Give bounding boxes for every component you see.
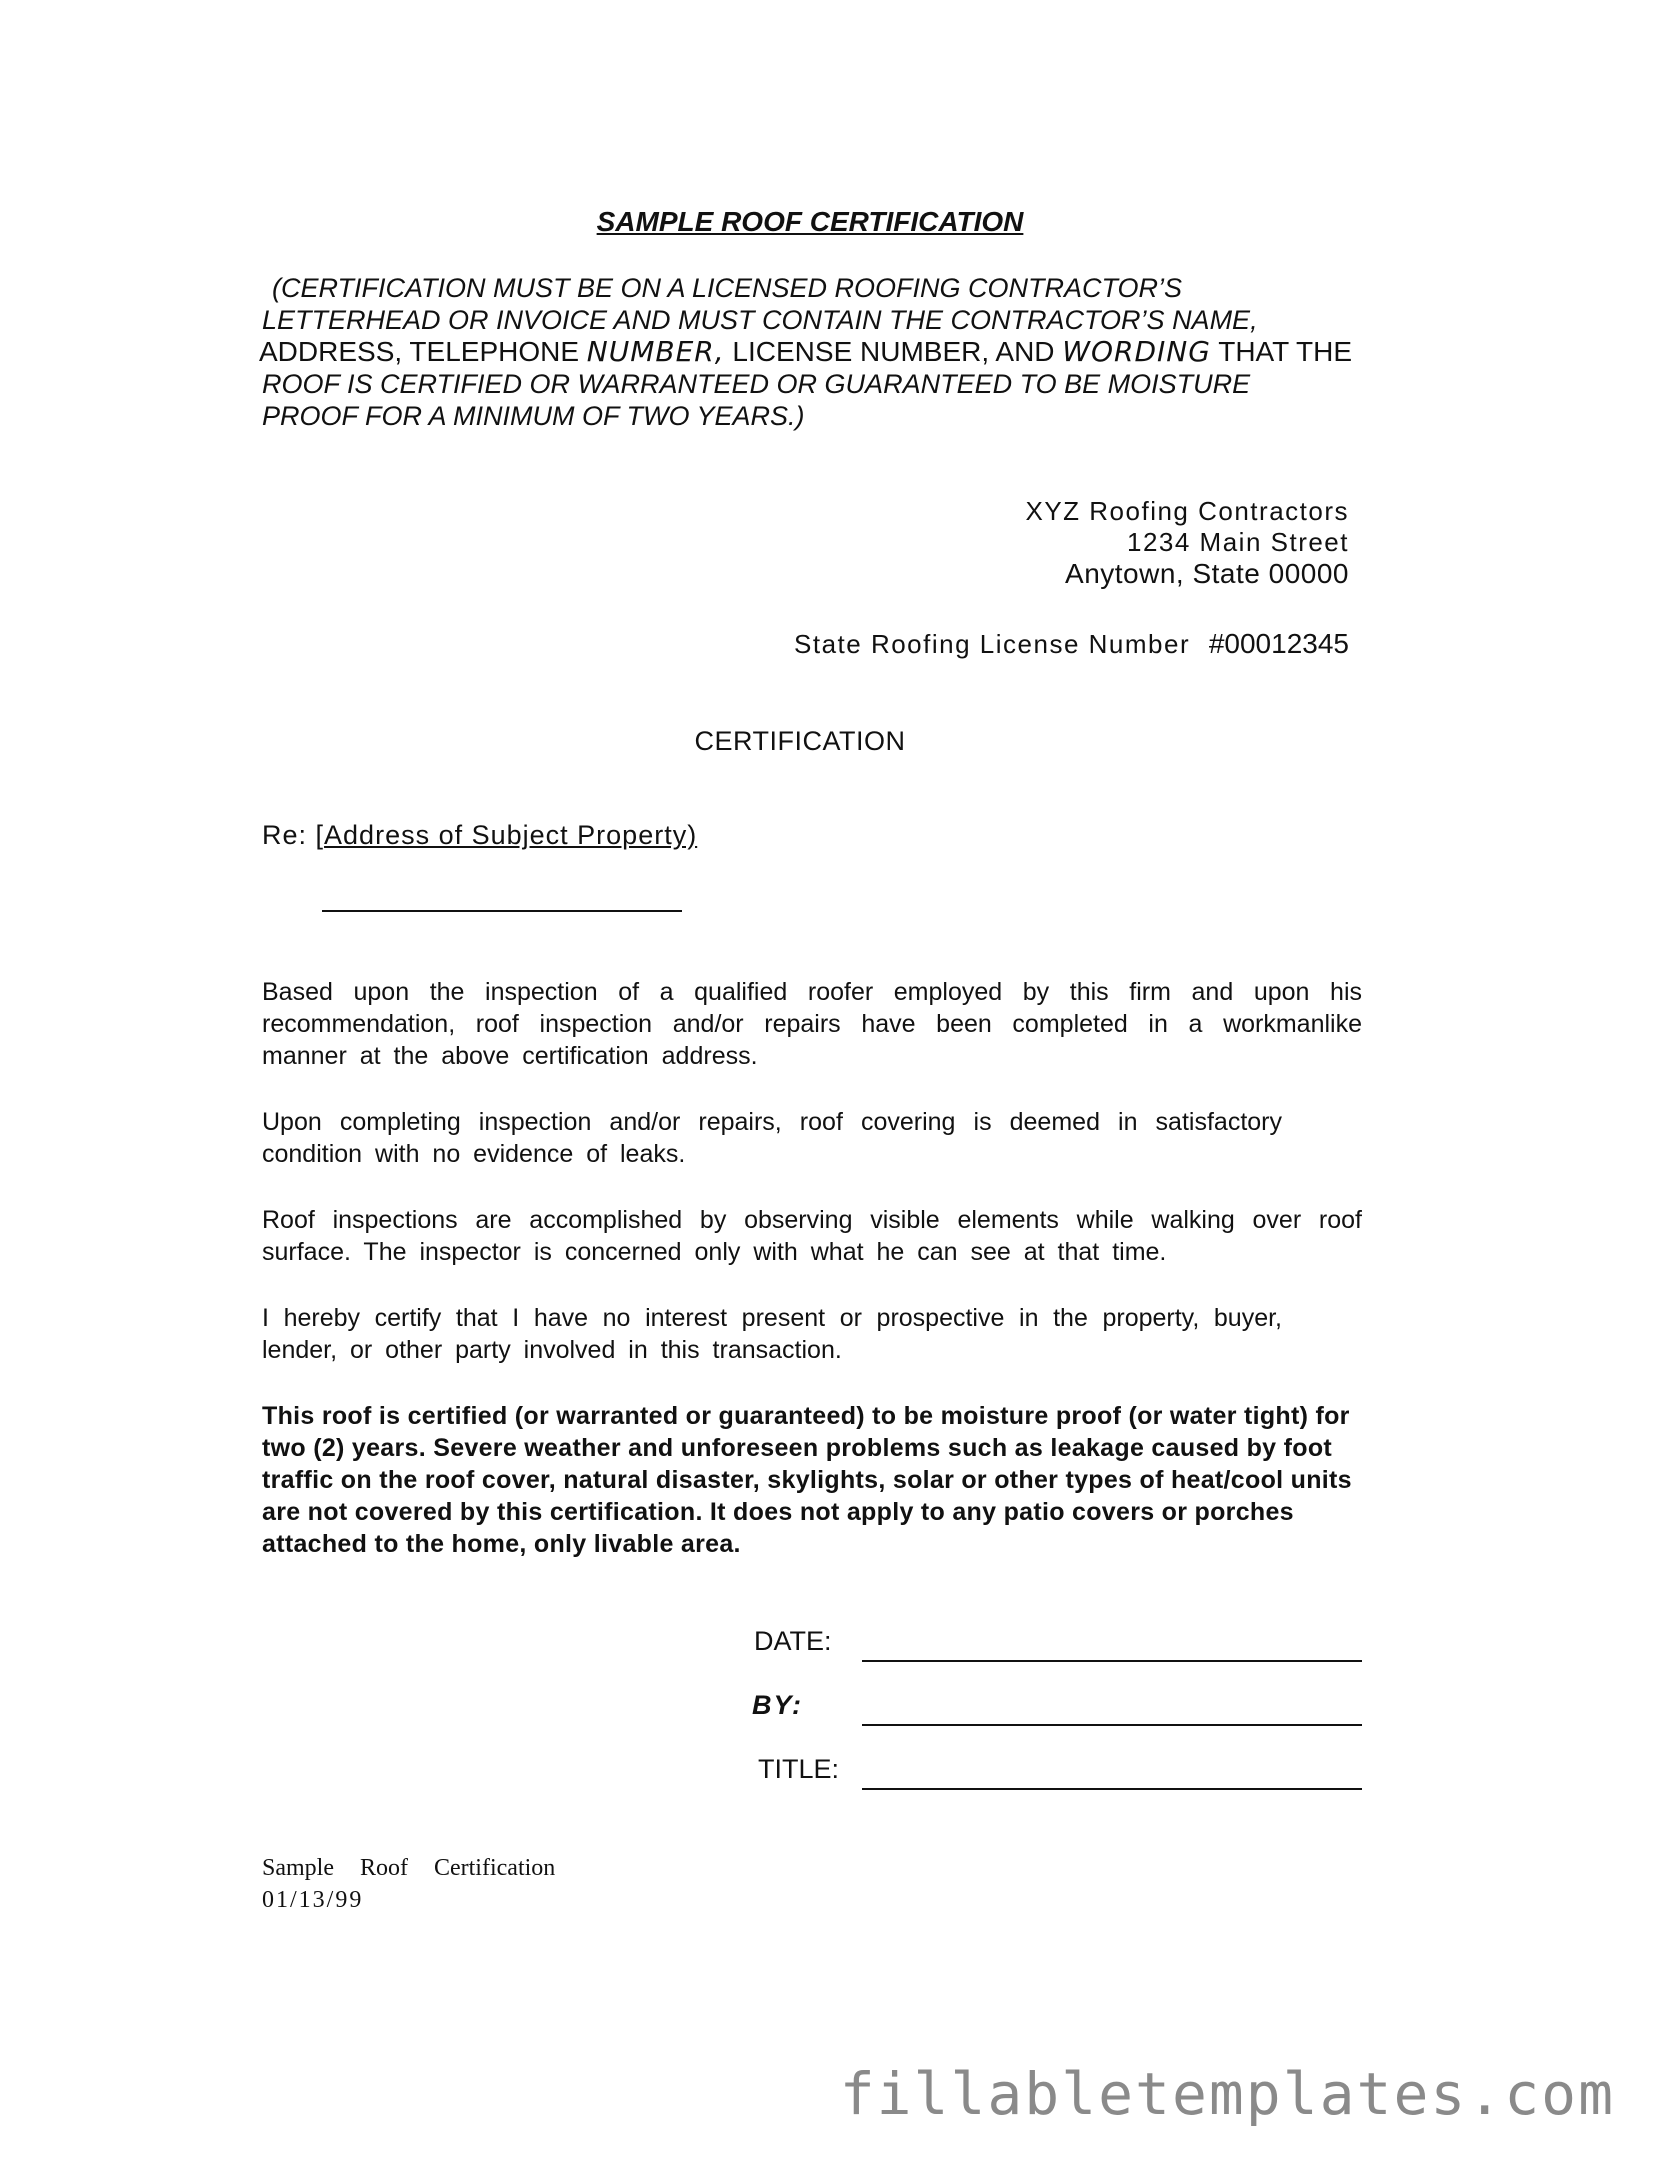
instructions-line-3 — [259, 336, 1362, 368]
footer — [262, 1852, 555, 1916]
contractor-name: XYZ Roofing Contractors — [1025, 496, 1349, 526]
license-label: State Roofing License Number — [794, 629, 1191, 659]
by-signature-line[interactable] — [862, 1724, 1362, 1726]
paragraph-interest: I hereby certify that I have no interest present or prospective in the property, buyer, lender, or other party involved in this transaction. — [262, 1304, 1282, 1364]
paragraph-method: Roof inspections are accomplished by observing visible elements while walking over roof surface. The inspector is concerned only with what he can see at that time. — [262, 1206, 1362, 1266]
by-label: BY: — [752, 1690, 804, 1720]
paragraph-inspection: Based upon the inspection of a qualified roofer employed by this firm and upon his recommendation, roof inspection and/or repairs have been completed in a workmanlike manner at the above certification address. — [262, 978, 1362, 1070]
watermark: fillabletemplates.com — [839, 2060, 1615, 2128]
license-number: #00012345 — [1208, 628, 1349, 659]
contractor-address — [1025, 496, 1349, 589]
instructions-line-3-b: NUMBER, — [586, 335, 725, 368]
certification-heading: CERTIFICATION — [694, 726, 906, 756]
instructions-line-3-e: THAT THE — [1210, 336, 1353, 367]
instructions-line-4: ROOF IS CERTIFIED OR WARRANTEED OR GUARANTEED TO BE MOISTURE — [262, 369, 1251, 399]
instructions-line-5: PROOF FOR A MINIMUM OF TWO YEARS.) — [262, 401, 805, 431]
contractor-street: 1234 Main Street — [1126, 527, 1349, 557]
instructions-line-1: (CERTIFICATION MUST BE ON A LICENSED ROOFING CONTRACTOR’S — [272, 273, 1183, 303]
instructions-line-2: LETTERHEAD OR INVOICE AND MUST CONTAIN THE CONTRACTOR’S NAME, — [262, 305, 1258, 335]
title-label: TITLE: — [758, 1754, 840, 1784]
re-line — [262, 820, 697, 851]
footer-name: Sample Roof Certification — [262, 1855, 556, 1881]
instructions-line-3-c: LICENSE NUMBER, AND — [724, 336, 1063, 367]
title-signature-line[interactable] — [862, 1788, 1362, 1790]
instructions-line-3-d: WORDING — [1062, 335, 1211, 368]
paragraph-condition: Upon completing inspection and/or repairs, roof covering is deemed in satisfactory condition with no evidence of leaks. — [262, 1108, 1282, 1168]
license-line — [794, 628, 1349, 660]
document-title: SAMPLE ROOF CERTIFICATION — [596, 206, 1024, 237]
instructions-block — [259, 272, 1362, 432]
paragraph-warranty: This roof is certified (or warranted or guaranteed) to be moisture proof (or water tight) for two (2) years. Severe weather and unforeseen problems such as leakage caused by foot traffic on the roof cover, natural disaster, skylights, solar or other types of heat/cool units are not covered by this certification. It does not apply to any patio covers or porches attached to the home, only livable area. — [262, 1402, 1352, 1558]
date-signature-line[interactable] — [862, 1660, 1362, 1662]
footer-date: 01/13/99 — [262, 1887, 364, 1913]
re-address-blank-line[interactable] — [322, 910, 682, 912]
date-label: DATE: — [754, 1626, 832, 1656]
re-prefix: Re: [ — [262, 820, 325, 850]
contractor-city-state: Anytown, State 00000 — [1065, 558, 1349, 589]
re-address-placeholder: Address of Subject Property) — [324, 820, 698, 850]
instructions-line-3-a: ADDRESS, TELEPHONE — [259, 336, 587, 367]
